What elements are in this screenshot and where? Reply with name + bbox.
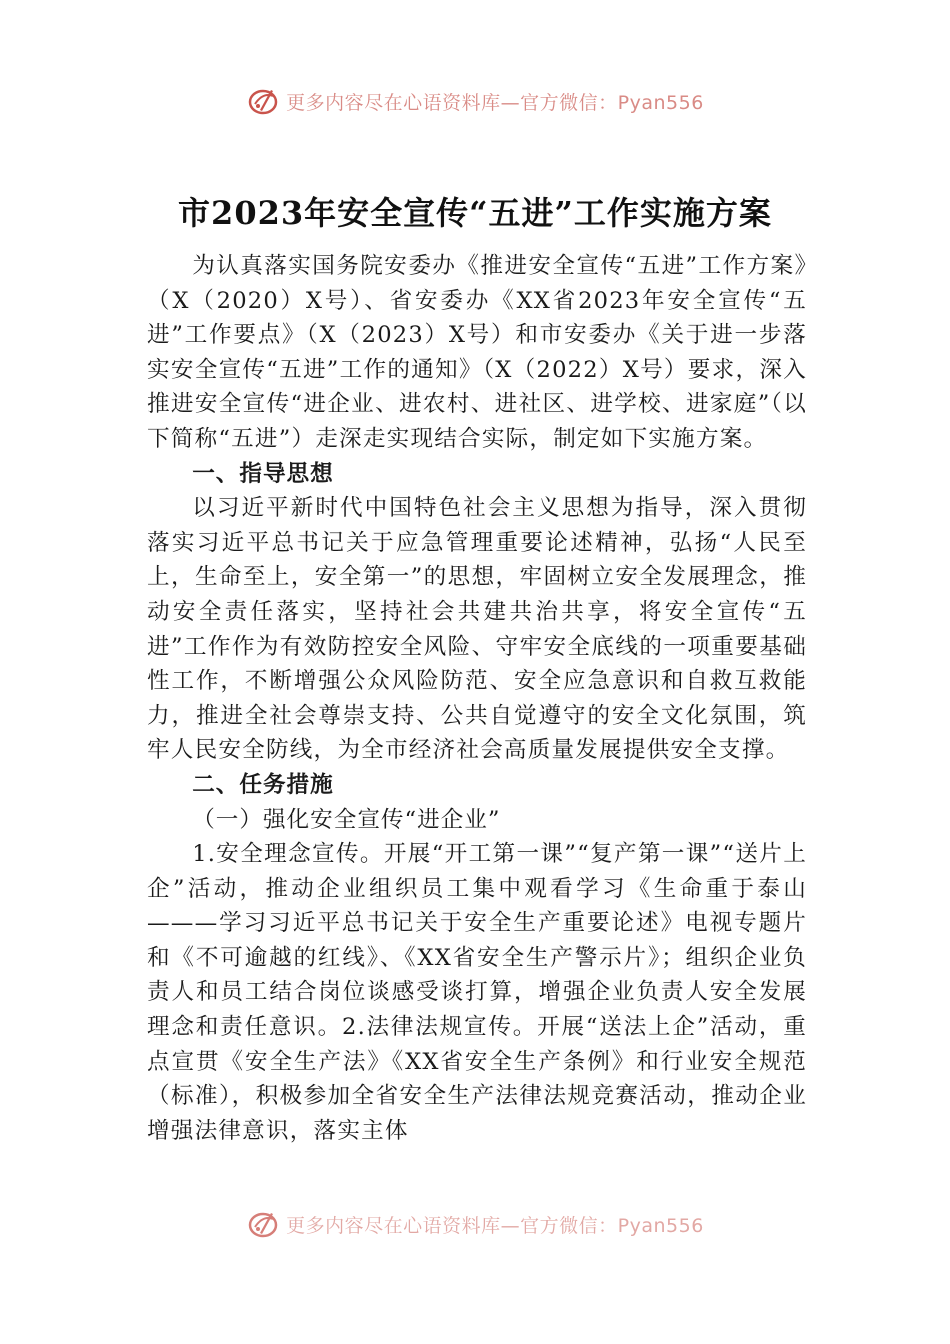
book-pen-logo-icon: [246, 84, 280, 118]
guiding-ideology-paragraph: 以习近平新时代中国特色社会主义思想为指导，深入贯彻落实习近平总书记关于应急管理重要论述精神，弘扬“人民至上，生命至上，安全第一”的思想，牢固树立安全发展理念，推动安全责任落实，坚持社会共建共治共享，将安全宣传“五进”工作作为有效防控安全风险、守牢安全底线的一项重要基础性工作，不断增强公众风险防范、安全应急意识和自救互救能力，推进全社会尊崇支持、公共自觉遵守的安全文化氛围，筑牢人民安全防线，为全市经济社会高质量发展提供安全支撑。: [147, 495, 807, 764]
book-pen-logo-icon: [246, 1207, 280, 1241]
watermark-footer: [0, 1207, 950, 1241]
intro-paragraph: 为认真落实国务院安委办《推进安全宣传“五进”工作方案》（X（2020）X号）、省安委办《XX省2023年安全宣传“五进”工作要点》（X（2023）X号）和市安委办《关于进一步落实安全宣传“五进”工作的通知》（X（2022）X号）要求，深入推进安全宣传“进企业、进农村、进社区、进学校、进家庭”（以下简称“五进”）走深走实现结合实际，制定如下实施方案。: [147, 253, 807, 452]
watermark-text: 更多内容尽在心语资料库—官方微信：Pyan556: [286, 1214, 704, 1237]
subsection-heading-enterprise: （一）强化安全宣传“进企业”: [192, 806, 501, 833]
section-heading-tasks: 二、任务措施: [192, 771, 334, 798]
watermark-text: 更多内容尽在心语资料库—官方微信：Pyan556: [286, 91, 704, 114]
document-title: 市2023年安全宣传“五进”工作实施方案: [178, 194, 772, 232]
watermark-header: [0, 84, 950, 118]
document-body: [147, 249, 807, 1148]
enterprise-paragraph: 1.安全理念宣传。开展“开工第一课”“复产第一课”“送片上企”活动，推动企业组织员工集中观看学习《生命重于泰山———学习习近平总书记关于安全生产重要论述》电视专题片和《不可逾越的红线》、《XX省安全生产警示片》；组织企业负责人和员工结合岗位谈感受谈打算，增强企业负责人安全发展理念和责任意识。2.法律法规宣传。开展“送法上企”活动，重点宣贯《安全生产法》《XX省安全生产条例》和行业安全规范（标准），积极参加全省安全生产法律法规竞赛活动，推动企业增强法律意识，落实主体: [147, 841, 807, 1144]
section-heading-guiding-ideology: 一、指导思想: [192, 460, 334, 487]
